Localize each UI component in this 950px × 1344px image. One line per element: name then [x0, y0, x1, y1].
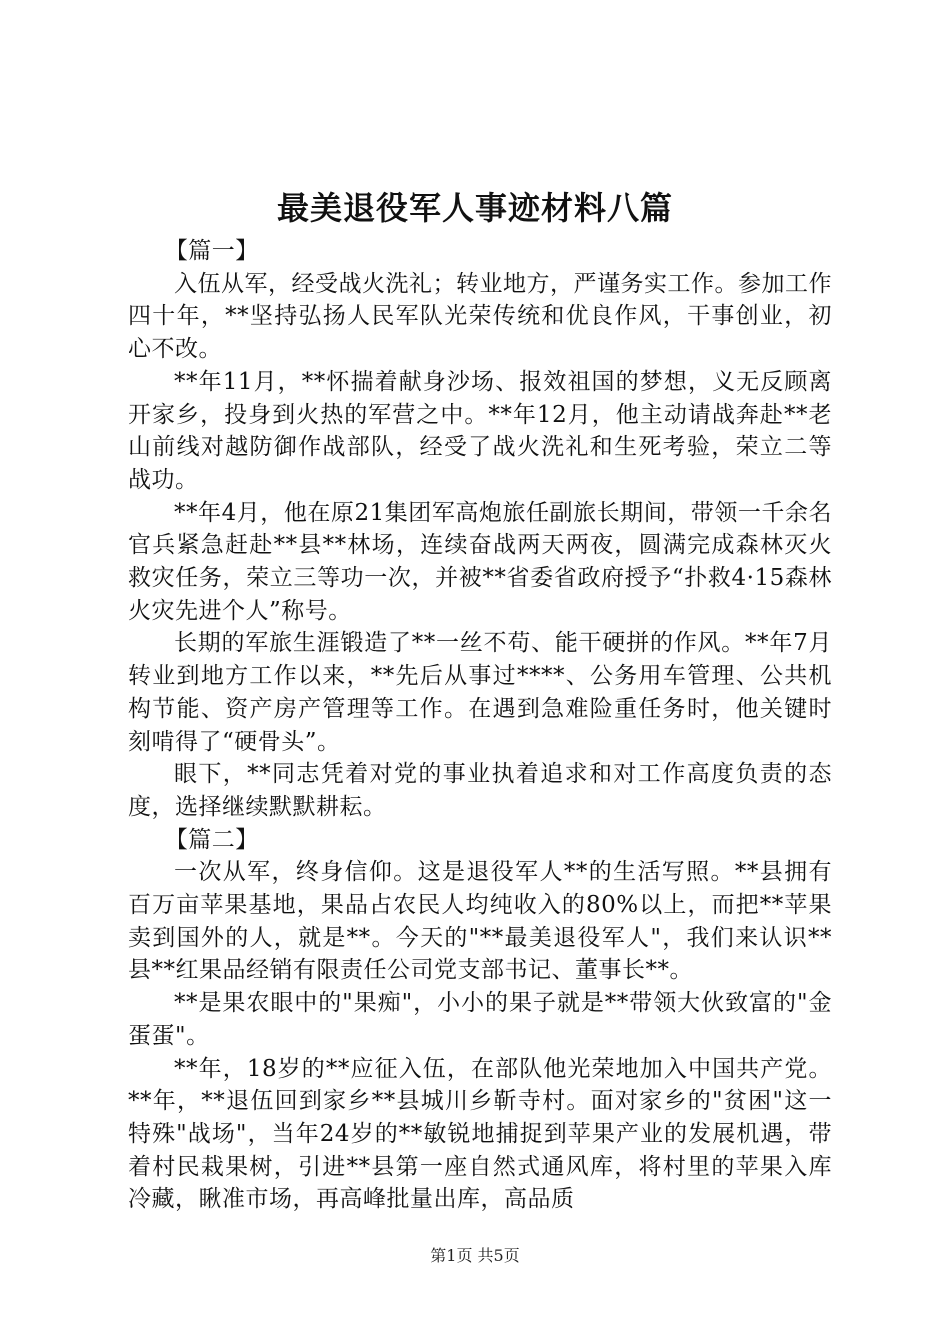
paragraph: 入伍从军，经受战火洗礼；转业地方，严谨务实工作。参加工作四十年，**坚持弘扬人民军队光荣传统和优良作风，干事创业，初心不改。 — [128, 270, 832, 363]
page-number-footer: 第1页 共5页 — [430, 1246, 520, 1265]
section-heading: 【篇二】 — [164, 826, 259, 853]
paragraph: 眼下，**同志凭着对党的事业执着追求和对工作高度负责的态度，选择继续默默耕耘。 — [128, 761, 832, 820]
paragraph: **年4月，他在原21集团军高炮旅任副旅长期间，带领一千余名官兵紧急赶赴**县**林场，连续奋战两天两夜，圆满完成森林灭火救灾任务，荣立三等功一次，并被**省委省政府授予“扑救4·15森林火灾先进个人”称号。 — [128, 499, 832, 624]
paragraph: **年，18岁的**应征入伍，在部队他光荣地加入中国共产党。**年，**退伍回到家乡**县城川乡靳寺村。面对家乡的"贫困"这一特殊"战场"，当年24岁的**敏锐地捕捉到苹果产业的发展机遇，带着村民栽果树，引进**县第一座自然式通风库，将村里的苹果入库冷藏，瞅准市场，再高峰批量出库，高品质 — [128, 1055, 832, 1213]
section-heading: 【篇一】 — [164, 238, 259, 264]
document-body — [128, 235, 832, 1216]
paragraph: **是果农眼中的"果痴"，小小的果子就是**带领大伙致富的"金蛋蛋"。 — [128, 990, 832, 1049]
paragraph: 一次从军，终身信仰。这是退役军人**的生活写照。**县拥有百万亩苹果基地，果品占农民人均纯收入的80%以上，而把**苹果卖到国外的人，就是**。今天的"**最美退役军人"，我们来认识**县**红果品经销有限责任公司党支部书记、董事长**。 — [128, 859, 832, 984]
paragraph: 长期的军旅生涯锻造了**一丝不苟、能干硬拼的作风。**年7月转业到地方工作以来，**先后从事过****、公务用车管理、公共机构节能、资产房产管理等工作。在遇到急难险重任务时，他关键时刻啃得了“硬骨头”。 — [128, 630, 832, 755]
document-title: 最美退役军人事迹材料八篇 — [276, 189, 673, 227]
paragraph: **年11月，**怀揣着献身沙场、报效祖国的梦想，义无反顾离开家乡，投身到火热的军营之中。**年12月，他主动请战奔赴**老山前线对越防御作战部队，经受了战火洗礼和生死考验，荣立二等战功。 — [128, 368, 832, 493]
